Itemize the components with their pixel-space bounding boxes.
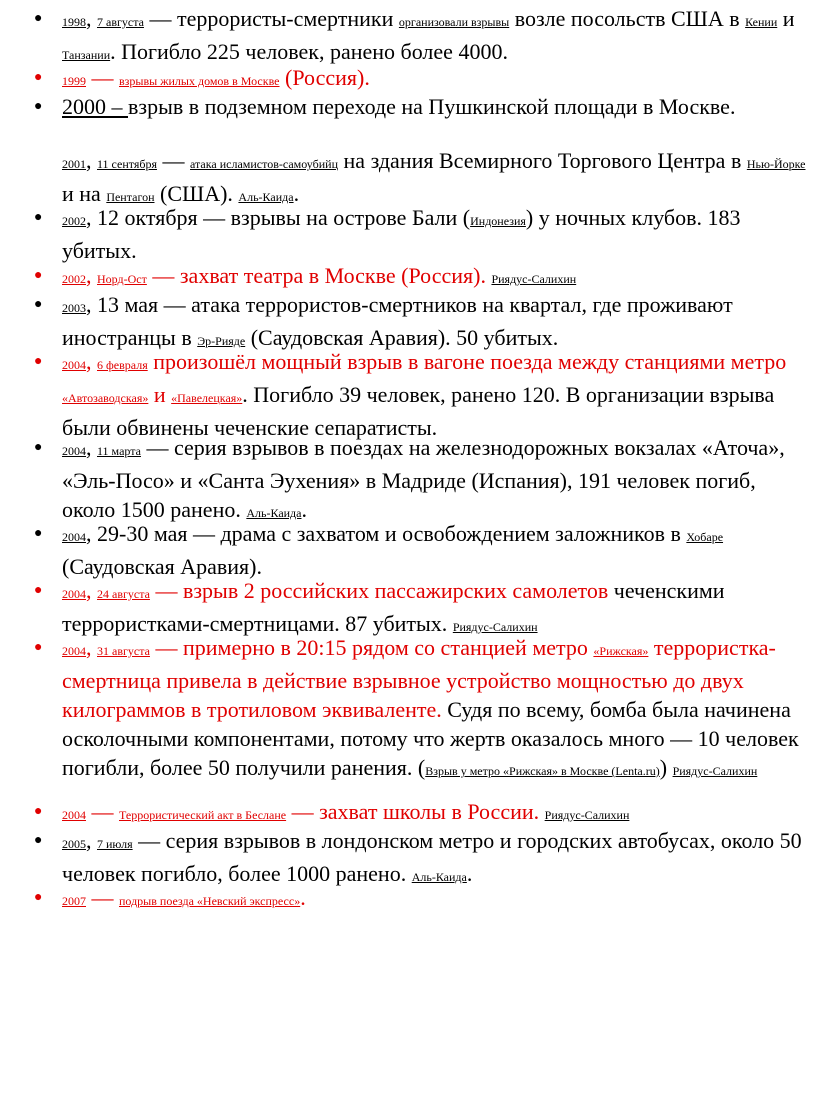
event-item: [34, 519, 810, 581]
event-text: — серия взрывов в поездах на железнодорожных вокзалах «Аточа», «Эль-Посо» и «Санта Эухения» в Мадриде (Испания), 191 человек погиб, около 1500 ранено.: [62, 435, 785, 522]
event-link[interactable]: Пентагон: [106, 190, 155, 204]
event-text: , 12 октября — взрывы на острове Бали (: [86, 205, 471, 230]
event-link[interactable]: атака исламистов-самоубийц: [190, 157, 339, 171]
bullet-icon: ●: [34, 640, 43, 655]
event-text: произошёл мощный взрыв в вагоне поезда между станциями метро: [147, 349, 787, 374]
event-text: . Погибло 39 человек, ранено 120. В организации взрыва были обвинены чеченские сепаратисты.: [62, 382, 775, 440]
event-text: (Россия).: [279, 65, 370, 90]
event-text: (Саудовская Аравия).: [62, 554, 262, 579]
event-link[interactable]: 2001: [62, 157, 86, 171]
event-text: ,: [86, 828, 97, 853]
event-link[interactable]: Риядус-Салихин: [452, 620, 538, 634]
event-link[interactable]: взрывы жилых домов в Москве: [119, 74, 280, 88]
event-link[interactable]: 2004: [62, 530, 86, 544]
bullet-icon: ●: [34, 70, 43, 85]
event-text: ,: [86, 148, 97, 173]
event-text: взрыв в подземном переходе на Пушкинской площади в Москве.: [128, 94, 736, 119]
event-link[interactable]: Нью-Йорке: [746, 157, 806, 171]
event-link[interactable]: Кении: [745, 15, 778, 29]
bullet-icon: ●: [34, 354, 43, 369]
event-link[interactable]: 2005: [62, 837, 86, 851]
bullet-icon: ●: [34, 890, 43, 905]
event-item: [34, 4, 810, 70]
event-link[interactable]: Риядус-Салихин: [672, 764, 758, 778]
event-text: — взрыв 2 российских пассажирских самолетов: [149, 578, 609, 603]
event-link[interactable]: Взрыв у метро «Рижская» в Москве (Lenta.ru): [425, 764, 660, 778]
event-link[interactable]: Норд-Ост: [97, 272, 147, 286]
event-text: —: [86, 885, 119, 910]
event-text: —: [157, 148, 191, 173]
event-link[interactable]: 24 августа: [97, 587, 150, 601]
event-text: ,: [86, 435, 97, 460]
bullet-icon: ●: [34, 833, 43, 848]
event-link[interactable]: подрыв поезда «Невский экспресс»: [119, 894, 301, 908]
event-link[interactable]: 6 февраля: [97, 358, 148, 372]
event-link[interactable]: «Рижская»: [593, 644, 649, 658]
event-link[interactable]: 11 марта: [97, 444, 141, 458]
event-text: ,: [86, 263, 97, 288]
event-text: — террористы-смертники: [143, 6, 399, 31]
event-link[interactable]: 1998: [62, 15, 86, 29]
event-link[interactable]: Эр-Рияде: [197, 334, 246, 348]
event-link[interactable]: 2002: [62, 214, 86, 228]
event-link[interactable]: Танзании: [62, 48, 111, 62]
event-text: .: [301, 497, 307, 522]
event-text: — примерно в 20:15 рядом со станцией метро: [149, 635, 594, 660]
event-text: .: [293, 181, 300, 206]
event-text: Судя по всему, бомба была начинена осколочными компонентами, потому что жертв оказалось много — 10 человек погибли, более 50 получили ранения. (: [62, 697, 799, 780]
event-text: ): [659, 755, 673, 780]
event-text: — захват театра в Москве (Россия).: [146, 263, 492, 288]
event-link[interactable]: 1999: [62, 74, 86, 88]
event-item: [34, 883, 810, 916]
event-link[interactable]: 2004: [62, 587, 86, 601]
event-text: .: [300, 885, 306, 910]
event-link[interactable]: организовали взрывы: [398, 15, 510, 29]
event-text: на здания Всемирного Торгового Центра в: [338, 148, 747, 173]
event-text: и: [777, 6, 795, 31]
event-text: и на: [62, 181, 107, 206]
event-link[interactable]: Хобаре: [686, 530, 724, 544]
event-text: ) у ночных клубов. 183 убитых.: [62, 205, 741, 263]
bullet-icon: ●: [34, 297, 43, 312]
event-text: — захват школы в России.: [286, 799, 545, 824]
bullet-icon: ●: [34, 11, 43, 26]
event-text: террористка-смертница привела в действие взрывное устройство мощностью до двух килограммов в тротиловом эквиваленте.: [62, 635, 776, 722]
bullet-icon: ●: [34, 99, 43, 114]
event-text: — серия взрывов в лондонском метро и городских автобусах, около 50 человек погибло, более 1000 ранено.: [62, 828, 802, 886]
event-text: —: [86, 799, 119, 824]
event-text: и: [148, 382, 172, 407]
event-link[interactable]: Риядус-Салихин: [491, 272, 577, 286]
event-link[interactable]: Аль-Каида: [238, 190, 294, 204]
event-text: ,: [86, 635, 97, 660]
bullet-icon: ●: [34, 210, 43, 225]
event-link[interactable]: 2002: [62, 272, 86, 286]
event-link[interactable]: «Павелецкая»: [171, 391, 243, 405]
event-link[interactable]: Индонезия: [470, 214, 526, 228]
event-text: , 13 мая — атака террористов-смертников на квартал, где проживают иностранцы в: [62, 292, 733, 350]
event-text: ,: [86, 6, 97, 31]
event-item: [34, 433, 810, 528]
event-link[interactable]: 7 июля: [97, 837, 133, 851]
event-link[interactable]: 2004: [62, 358, 86, 372]
event-text: 2000 –: [62, 94, 128, 119]
event-link[interactable]: Террористический акт в Беслане: [119, 808, 287, 822]
event-link[interactable]: «Автозаводская»: [62, 391, 149, 405]
event-link[interactable]: Аль-Каида: [246, 506, 302, 520]
event-text: (США).: [154, 181, 239, 206]
event-link[interactable]: Аль-Каида: [411, 870, 467, 884]
bullet-icon: ●: [34, 804, 43, 819]
bullet-icon: ●: [34, 583, 43, 598]
event-text: ,: [86, 349, 97, 374]
event-text: ,: [86, 578, 97, 603]
bullet-icon: ●: [34, 526, 43, 541]
event-link[interactable]: Риядус-Салихин: [544, 808, 630, 822]
bullet-icon: ●: [34, 440, 43, 455]
event-item: [34, 92, 810, 121]
event-text: —: [86, 65, 119, 90]
event-item: [34, 633, 810, 786]
event-link[interactable]: 31 августа: [97, 644, 150, 658]
event-link[interactable]: 2004: [62, 808, 86, 822]
event-link[interactable]: 7 августа: [97, 15, 144, 29]
event-text: возле посольств США в: [509, 6, 746, 31]
event-link[interactable]: 2007: [62, 894, 86, 908]
event-text: чеченскими террористками-смертницами. 87 убитых.: [62, 578, 725, 636]
event-text: (Саудовская Аравия). 50 убитых.: [245, 325, 559, 350]
bullet-icon: ●: [34, 268, 43, 283]
event-text: .: [466, 861, 473, 886]
event-item: [34, 347, 810, 442]
event-link[interactable]: 2004: [62, 444, 86, 458]
event-link[interactable]: 2004: [62, 644, 86, 658]
event-link[interactable]: 11 сентября: [97, 157, 158, 171]
event-link[interactable]: 2003: [62, 301, 86, 315]
event-text: . Погибло 225 человек, ранено более 4000.: [110, 39, 508, 64]
event-item: [34, 203, 810, 265]
event-text: , 29-30 мая — драма с захватом и освобождением заложников в: [86, 521, 687, 546]
